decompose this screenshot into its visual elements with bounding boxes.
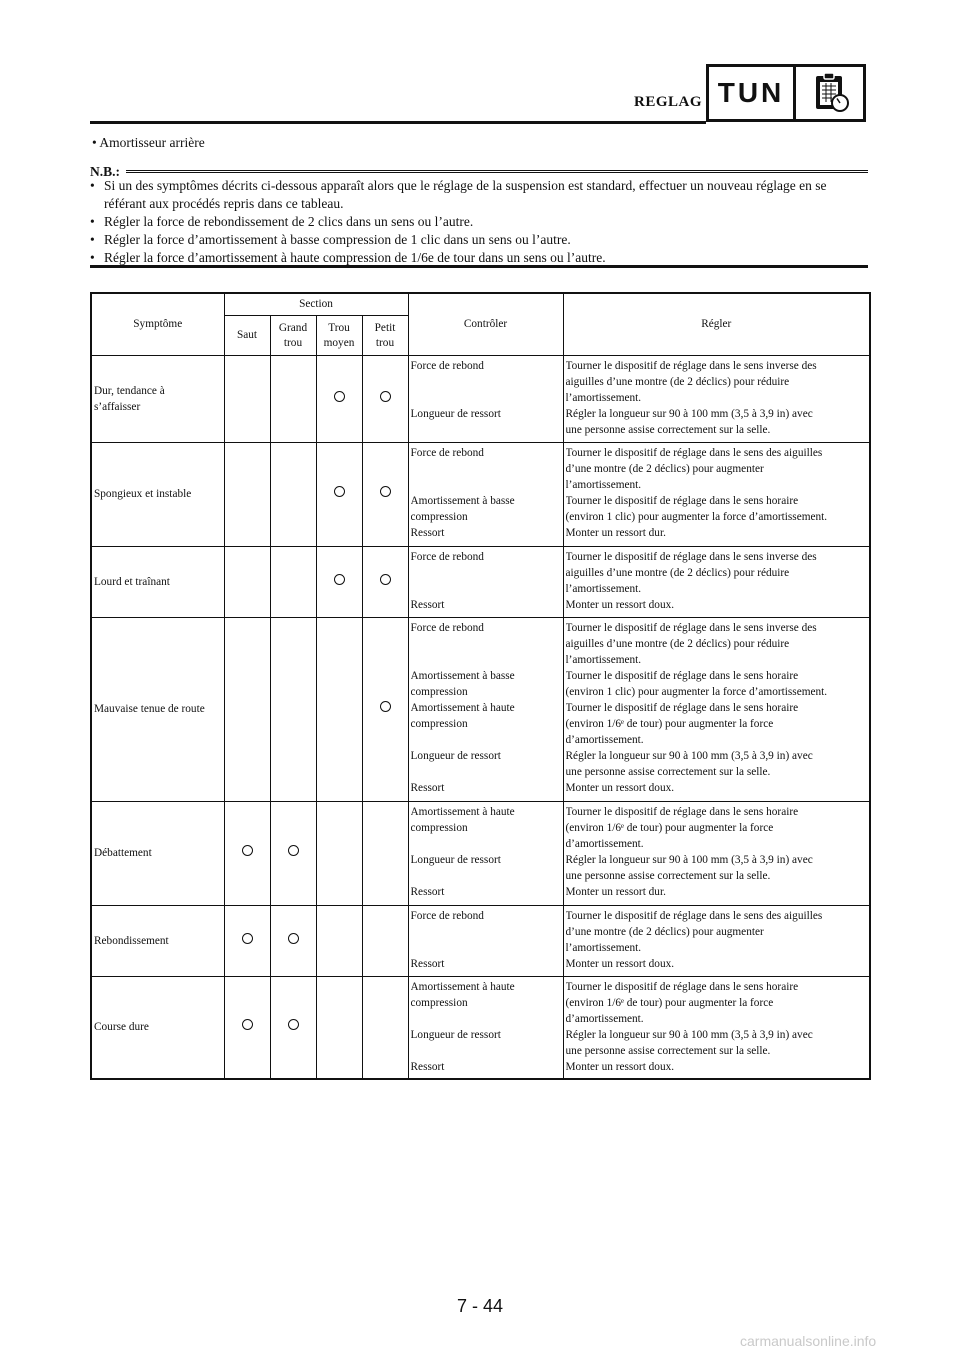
- adjust-line: Régler la longueur sur 90 à 100 mm (3,5 à 3,9 in) avec: [565, 853, 813, 866]
- section-mark-cell: [224, 801, 270, 905]
- section-title: REGLAG: [633, 94, 702, 110]
- check-cell: [408, 905, 563, 976]
- section-mark-cell: [362, 442, 408, 546]
- check-line: Force de rebond: [410, 446, 484, 459]
- check-line: [411, 636, 561, 652]
- check-line: compression: [410, 821, 468, 834]
- adjust-line: l’amortissement.: [565, 478, 642, 491]
- check-line: Ressort: [410, 1060, 445, 1073]
- section-mark-cell: [316, 905, 362, 976]
- adjust-line: Tourner le dispositif de réglage dans le sens horaire: [565, 494, 799, 507]
- header-section: Section: [224, 293, 408, 315]
- circle-mark-icon: [334, 391, 345, 402]
- circle-mark-icon: [242, 845, 253, 856]
- symptom-line: Rebondissement: [94, 934, 169, 947]
- adjust-line: l’amortissement.: [565, 941, 642, 954]
- adjust-line: Régler la longueur sur 90 à 100 mm (3,5 à 3,9 in) avec: [565, 1028, 813, 1041]
- chapter-code: TUN: [709, 67, 796, 119]
- table-row: [91, 976, 870, 1079]
- section-mark-cell: [362, 905, 408, 976]
- symptom-line: Course dure: [94, 1021, 149, 1034]
- note-label: N.B.:: [90, 164, 120, 179]
- check-cell: [408, 355, 563, 442]
- section-mark-cell: [316, 355, 362, 442]
- adjust-line: Tourner le dispositif de réglage dans le sens des aiguilles: [565, 909, 823, 922]
- adjust-line: Régler la longueur sur 90 à 100 mm (3,5 à 3,9 in) avec: [565, 407, 813, 420]
- adjust-line: une personne assise correctement sur la selle.: [565, 869, 771, 882]
- adjust-line: Tourner le dispositif de réglage dans le sens des aiguilles: [565, 446, 823, 459]
- section-mark-cell: [224, 355, 270, 442]
- section-mark-cell: [270, 905, 316, 976]
- section-mark-cell: [316, 546, 362, 617]
- adjust-line: Tourner le dispositif de réglage dans le sens inverse des: [565, 621, 817, 634]
- section-mark-cell: [316, 442, 362, 546]
- adjust-cell: [563, 617, 870, 801]
- symptom-line: Lourd et traînant: [94, 575, 170, 588]
- adjust-line: l’amortissement.: [565, 582, 642, 595]
- section-mark-cell: [316, 617, 362, 801]
- adjust-line: (environ 1/6ᵉ de tour) pour augmenter la force: [565, 996, 774, 1009]
- circle-mark-icon: [380, 486, 391, 497]
- table-row: [91, 442, 870, 546]
- adjust-cell: [563, 976, 870, 1079]
- check-line: Amortissement à basse: [410, 494, 515, 507]
- symptom-cell: [91, 617, 224, 801]
- adjust-line: une personne assise correctement sur la selle.: [565, 1044, 771, 1057]
- section-mark-cell: [362, 801, 408, 905]
- adjust-line: Monter un ressort doux.: [565, 957, 675, 970]
- section-mark-cell: [316, 976, 362, 1079]
- section-mark-cell: [270, 355, 316, 442]
- check-line: [411, 374, 561, 390]
- section-mark-cell: [362, 355, 408, 442]
- check-line: Ressort: [410, 526, 445, 539]
- header-adjust: Régler: [563, 293, 870, 355]
- circle-mark-icon: [242, 1019, 253, 1030]
- check-line: compression: [410, 510, 468, 523]
- check-line: [411, 868, 561, 884]
- circle-mark-icon: [380, 391, 391, 402]
- adjust-cell: [563, 442, 870, 546]
- circle-mark-icon: [288, 845, 299, 856]
- adjust-line: l’amortissement.: [565, 653, 642, 666]
- symptom-line: Dur, tendance à: [94, 384, 165, 397]
- table-row: [91, 546, 870, 617]
- section-mark-cell: [224, 976, 270, 1079]
- check-line: [411, 390, 561, 406]
- adjust-line: Monter un ressort doux.: [565, 1060, 675, 1073]
- header-check: Contrôler: [408, 293, 563, 355]
- adjust-line: d’amortissement.: [565, 733, 644, 746]
- header-saut: Saut: [224, 315, 270, 355]
- check-line: [411, 477, 561, 493]
- check-line: Force de rebond: [410, 909, 484, 922]
- section-mark-cell: [224, 442, 270, 546]
- adjust-line: d’amortissement.: [565, 837, 644, 850]
- note-rule: [126, 170, 868, 173]
- check-line: [411, 764, 561, 780]
- check-cell: [408, 801, 563, 905]
- check-line: [411, 940, 561, 956]
- header-grand-trou: Grand trou: [270, 315, 316, 355]
- adjust-line: Tourner le dispositif de réglage dans le sens inverse des: [565, 359, 817, 372]
- adjust-line: Monter un ressort doux.: [565, 598, 675, 611]
- adjust-line: Tourner le dispositif de réglage dans le sens inverse des: [565, 550, 817, 563]
- adjust-line: Monter un ressort dur.: [565, 885, 666, 898]
- adjust-line: d’amortissement.: [565, 1012, 644, 1025]
- adjust-line: (environ 1 clic) pour augmenter la force d’amortissement.: [565, 510, 828, 523]
- check-line: Longueur de ressort: [410, 853, 501, 866]
- symptom-line: Débattement: [94, 847, 152, 859]
- check-line: Force de rebond: [410, 550, 484, 563]
- check-line: [411, 652, 561, 668]
- note-list: [90, 177, 870, 267]
- note-item: • Régler la force d’amortissement à haute compression de 1/6e de tour dans un sens ou l’autre.: [90, 249, 870, 267]
- symptom-cell: [91, 801, 224, 905]
- adjust-line: Tourner le dispositif de réglage dans le sens horaire: [565, 805, 799, 818]
- check-line: compression: [410, 717, 468, 730]
- check-line: [411, 565, 561, 581]
- check-line: Longueur de ressort: [410, 407, 501, 420]
- check-line: Ressort: [410, 957, 445, 970]
- adjust-line: (environ 1/6ᵉ de tour) pour augmenter la force: [565, 821, 774, 834]
- table-body: [91, 355, 870, 1079]
- section-mark-cell: [362, 546, 408, 617]
- adjust-line: l’amortissement.: [565, 391, 642, 404]
- symptom-cell: [91, 546, 224, 617]
- adjustment-table-wrap: [90, 292, 869, 1078]
- section-mark-cell: [270, 801, 316, 905]
- check-line: Amortissement à basse: [410, 669, 515, 682]
- adjust-cell: [563, 546, 870, 617]
- chapter-badge: [706, 64, 866, 122]
- symptom-line: Spongieux et instable: [94, 488, 192, 500]
- adjust-cell: [563, 355, 870, 442]
- note-item: • Régler la force d’amortissement à basse compression de 1 clic dans un sens ou l’autre.: [90, 231, 870, 249]
- adjust-line: Tourner le dispositif de réglage dans le sens horaire: [565, 669, 799, 682]
- section-mark-cell: [362, 617, 408, 801]
- check-line: Ressort: [410, 781, 445, 794]
- adjust-cell: [563, 801, 870, 905]
- section-mark-cell: [270, 976, 316, 1079]
- adjust-line: d’une montre (de 2 déclics) pour augmenter: [565, 462, 764, 475]
- circle-mark-icon: [242, 933, 253, 944]
- adjust-line: Tourner le dispositif de réglage dans le sens horaire: [565, 980, 799, 993]
- check-line: compression: [410, 996, 468, 1009]
- check-line: [411, 924, 561, 940]
- check-line: Amortissement à haute: [410, 701, 515, 714]
- note-item: • Régler la force de rebondissement de 2 clics dans un sens ou l’autre.: [90, 213, 870, 231]
- symptom-cell: [91, 355, 224, 442]
- header-symptom: Symptôme: [91, 293, 224, 355]
- check-line: Ressort: [410, 598, 445, 611]
- check-line: Ressort: [410, 885, 445, 898]
- section-mark-cell: [224, 546, 270, 617]
- adjust-line: (environ 1/6ᵉ de tour) pour augmenter la force: [565, 717, 774, 730]
- adjust-line: aiguilles d’une montre (de 2 déclics) pour réduire: [565, 566, 790, 579]
- section-mark-cell: [362, 976, 408, 1079]
- symptom-cell: [91, 905, 224, 976]
- adjust-line: aiguilles d’une montre (de 2 déclics) pour réduire: [565, 375, 790, 388]
- circle-mark-icon: [380, 574, 391, 585]
- adjust-line: Tourner le dispositif de réglage dans le sens horaire: [565, 701, 799, 714]
- table-row: [91, 905, 870, 976]
- adjust-line: Monter un ressort doux.: [565, 781, 675, 794]
- suspension-adjustment-table: [90, 292, 871, 1080]
- adjust-line: une personne assise correctement sur la selle.: [565, 765, 771, 778]
- check-cell: [408, 546, 563, 617]
- adjust-line: Régler la longueur sur 90 à 100 mm (3,5 à 3,9 in) avec: [565, 749, 813, 762]
- circle-mark-icon: [288, 1019, 299, 1030]
- section-mark-cell: [224, 905, 270, 976]
- intro-bullet: • Amortisseur arrière: [92, 135, 205, 150]
- table-row: [91, 617, 870, 801]
- check-line: Amortissement à haute: [410, 805, 515, 818]
- adjust-line: une personne assise correctement sur la selle.: [565, 423, 771, 436]
- note-item: • Si un des symptômes décrits ci-dessous apparaît alors que le réglage de la suspension est standard, effectuer un nouveau réglage en se référant aux procédés repris dans ce tableau.: [90, 177, 870, 213]
- section-mark-cell: [270, 442, 316, 546]
- check-line: Longueur de ressort: [410, 749, 501, 762]
- section-mark-cell: [270, 546, 316, 617]
- check-line: [411, 732, 561, 748]
- circle-mark-icon: [380, 701, 391, 712]
- adjust-line: (environ 1 clic) pour augmenter la force d’amortissement.: [565, 685, 828, 698]
- symptom-line: Mauvaise tenue de route: [94, 703, 205, 715]
- check-line: [411, 581, 561, 597]
- check-line: [411, 461, 561, 477]
- check-cell: [408, 617, 563, 801]
- check-line: [411, 836, 561, 852]
- check-cell: [408, 442, 563, 546]
- section-mark-cell: [224, 617, 270, 801]
- symptom-cell: [91, 442, 224, 546]
- section-mark-cell: [270, 617, 316, 801]
- header-petit-trou: Petit trou: [362, 315, 408, 355]
- symptom-cell: [91, 976, 224, 1079]
- check-line: Longueur de ressort: [410, 1028, 501, 1041]
- header-rule: [90, 121, 706, 124]
- table-row: [91, 355, 870, 442]
- note-bottom-rule: [90, 265, 868, 268]
- watermark: carmanualsonline.info: [740, 1333, 877, 1349]
- section-mark-cell: [316, 801, 362, 905]
- check-line: Force de rebond: [410, 621, 484, 634]
- circle-mark-icon: [334, 574, 345, 585]
- check-cell: [408, 976, 563, 1079]
- adjust-line: d’une montre (de 2 déclics) pour augmenter: [565, 925, 764, 938]
- check-line: [411, 1043, 561, 1059]
- check-line: Force de rebond: [410, 359, 484, 372]
- table-row: [91, 801, 870, 905]
- symptom-line: s’affaisser: [94, 400, 141, 413]
- clipboard-stopwatch-icon: [802, 71, 858, 115]
- check-line: compression: [410, 685, 468, 698]
- check-line: Amortissement à haute: [410, 980, 515, 993]
- circle-mark-icon: [334, 486, 345, 497]
- circle-mark-icon: [288, 933, 299, 944]
- header-trou-moyen: Trou moyen: [316, 315, 362, 355]
- page-number: 7 - 44: [456, 1296, 504, 1316]
- check-line: [411, 1011, 561, 1027]
- adjust-cell: [563, 905, 870, 976]
- adjust-line: Monter un ressort dur.: [565, 526, 666, 539]
- adjust-line: aiguilles d’une montre (de 2 déclics) pour réduire: [565, 637, 790, 650]
